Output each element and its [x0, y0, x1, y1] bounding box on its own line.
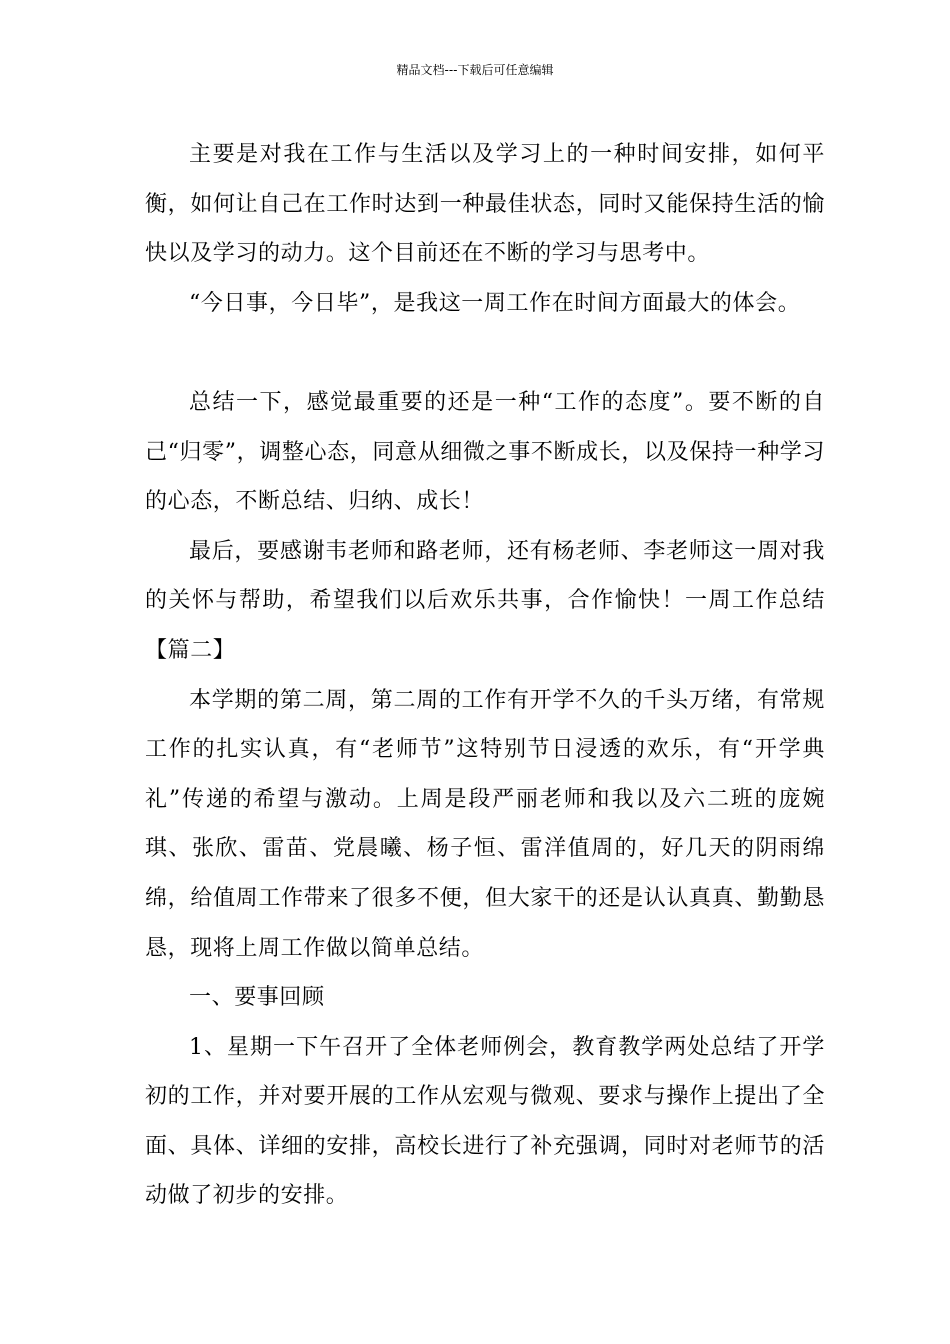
paragraph-second-week: 本学期的第二周，第二周的工作有开学不久的千头万绪，有常规工作的扎实认真，有“老师节”这特别节日浸透的欢乐，有“开学典礼”传递的希望与激动。上周是段严丽老师和我以及六二班的庞婉琪、张欣、雷苗、党晨曦、杨子恒、雷洋值周的，好几天的阴雨绵绵，给值周工作带来了很多不便，但大家干的还是认认真真、勤勤恳恳，现将上周工作做以简单总结。 [145, 687, 825, 961]
section-heading-key-events: 一、要事回顾 [189, 985, 325, 1011]
blank-line [145, 328, 825, 378]
document-body [145, 130, 825, 1221]
paragraph-time-arrangement: 主要是对我在工作与生活以及学习上的一种时间安排，如何平衡，如何让自己在工作时达到一种最佳状态，同时又能保持生活的愉快以及学习的动力。这个目前还在不断的学习与思考中。 [145, 142, 825, 267]
paragraph-monday-meeting: 1、星期一下午召开了全体老师例会，教育教学两处总结了开学初的工作，并对要开展的工作从宏观与微观、要求与操作上提出了全面、具体、详细的安排，高校长进行了补充强调，同时对老师节的活动做了初步的安排。 [145, 1034, 825, 1209]
paragraph-summary: 总结一下，感觉最重要的还是一种“工作的态度”。要不断的自己“归零”，调整心态，同意从细微之事不断成长，以及保持一种学习的心态，不断总结、归纳、成长！ [145, 389, 825, 515]
page-header: 精品文档---下载后可任意编辑 [396, 63, 554, 77]
paragraph-thanks: 最后，要感谢韦老师和路老师，还有杨老师、李老师这一周对我的关怀与帮助，希望我们以后欢乐共事，合作愉快！一周工作总结【篇二】 [145, 538, 825, 663]
paragraph-today-done: “今日事，今日毕”，是我这一周工作在时间方面最大的体会。 [189, 290, 801, 316]
